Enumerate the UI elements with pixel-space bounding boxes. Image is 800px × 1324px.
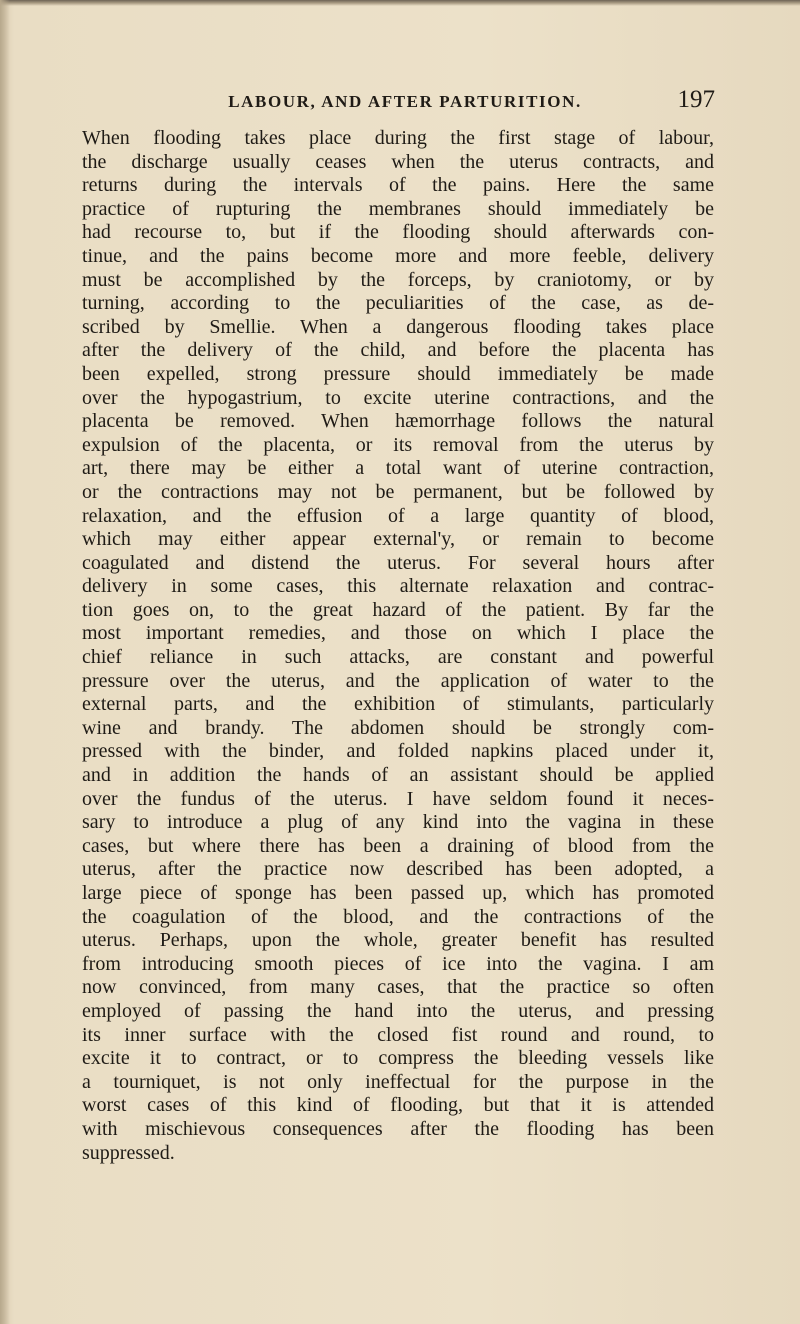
text-line: excite it to contract, or to compress the bleeding vessels like bbox=[82, 1047, 714, 1070]
text-line: uterus, after the practice now described has been adopted, a bbox=[82, 858, 714, 881]
page-top-edge-shadow bbox=[0, 0, 800, 6]
page-gutter-shadow bbox=[0, 0, 10, 1324]
text-line: employed of passing the hand into the uterus, and pressing bbox=[82, 999, 714, 1022]
text-line: large piece of sponge has been passed up, which has promoted bbox=[82, 882, 714, 904]
text-line: its inner surface with the closed fist round and round, to bbox=[82, 1023, 714, 1046]
text-line: returns during the intervals of the pains. Here the same bbox=[82, 174, 714, 197]
text-line: scribed by Smellie. When a dangerous flooding takes place bbox=[82, 315, 714, 338]
text-line: wine and brandy. The abdomen should be strongly com- bbox=[82, 716, 714, 739]
text-line: chief reliance in such attacks, are constant and powerful bbox=[82, 646, 714, 669]
text-line: art, there may be either a total want of uterine contraction, bbox=[82, 457, 714, 480]
text-line: When flooding takes place during the first stage of labour, bbox=[82, 127, 714, 149]
text-line: tion goes on, to the great hazard of the patient. By far the bbox=[82, 598, 714, 621]
text-line: suppressed. bbox=[82, 1141, 175, 1164]
body-paragraph bbox=[82, 127, 714, 1165]
text-line: pressed with the binder, and folded napkins placed under it, bbox=[82, 740, 714, 763]
text-line: tinue, and the pains become more and more feeble, delivery bbox=[82, 244, 714, 267]
text-line: been expelled, strong pressure should immediately be made bbox=[82, 362, 714, 385]
text-line: turning, according to the peculiarities of the case, as de- bbox=[82, 292, 714, 315]
running-title: LABOUR, AND AFTER PARTURITION. bbox=[228, 92, 582, 111]
text-line: worst cases of this kind of flooding, but that it is attended bbox=[82, 1094, 714, 1117]
text-line: and in addition the hands of an assistant should be applied bbox=[82, 764, 714, 787]
text-line: the coagulation of the blood, and the contractions of the bbox=[82, 905, 714, 928]
text-line: now convinced, from many cases, that the practice so often bbox=[82, 976, 714, 999]
text-line: or the contractions may not be permanent, but be followed by bbox=[82, 480, 714, 503]
text-line: delivery in some cases, this alternate relaxation and contrac- bbox=[82, 575, 714, 598]
text-line: pressure over the uterus, and the application of water to the bbox=[82, 669, 714, 692]
text-line: practice of rupturing the membranes should immediately be bbox=[82, 197, 714, 220]
running-header bbox=[0, 86, 800, 116]
text-line: external parts, and the exhibition of stimulants, particularly bbox=[82, 693, 714, 716]
text-line: cases, but where there has been a draining of blood from the bbox=[82, 834, 714, 857]
text-line: a tourniquet, is not only ineffectual for the purpose in the bbox=[82, 1070, 714, 1093]
text-line: after the delivery of the child, and before the placenta has bbox=[82, 339, 714, 362]
text-line: over the fundus of the uterus. I have seldom found it neces- bbox=[82, 787, 714, 810]
text-line: uterus. Perhaps, upon the whole, greater benefit has resulted bbox=[82, 929, 714, 952]
text-line: relaxation, and the effusion of a large quantity of blood, bbox=[82, 504, 714, 527]
text-line: sary to introduce a plug of any kind into the vagina in these bbox=[82, 811, 714, 834]
text-line: with mischievous consequences after the flooding has been bbox=[82, 1117, 714, 1140]
text-line: had recourse to, but if the flooding should afterwards con- bbox=[82, 221, 714, 244]
text-line: which may either appear external'y, or remain to become bbox=[82, 528, 714, 551]
text-line: coagulated and distend the uterus. For several hours after bbox=[82, 551, 714, 574]
text-line: expulsion of the placenta, or its removal from the uterus by bbox=[82, 433, 714, 456]
text-line: must be accomplished by the forceps, by craniotomy, or by bbox=[82, 268, 714, 291]
text-line: over the hypogastrium, to excite uterine contractions, and the bbox=[82, 386, 714, 409]
page-number: 197 bbox=[677, 86, 715, 113]
text-line: placenta be removed. When hæmorrhage follows the natural bbox=[82, 410, 714, 433]
text-line: from introducing smooth pieces of ice into the vagina. I am bbox=[82, 952, 714, 975]
text-line: the discharge usually ceases when the uterus contracts, and bbox=[82, 150, 714, 173]
text-line: most important remedies, and those on which I place the bbox=[82, 622, 714, 645]
